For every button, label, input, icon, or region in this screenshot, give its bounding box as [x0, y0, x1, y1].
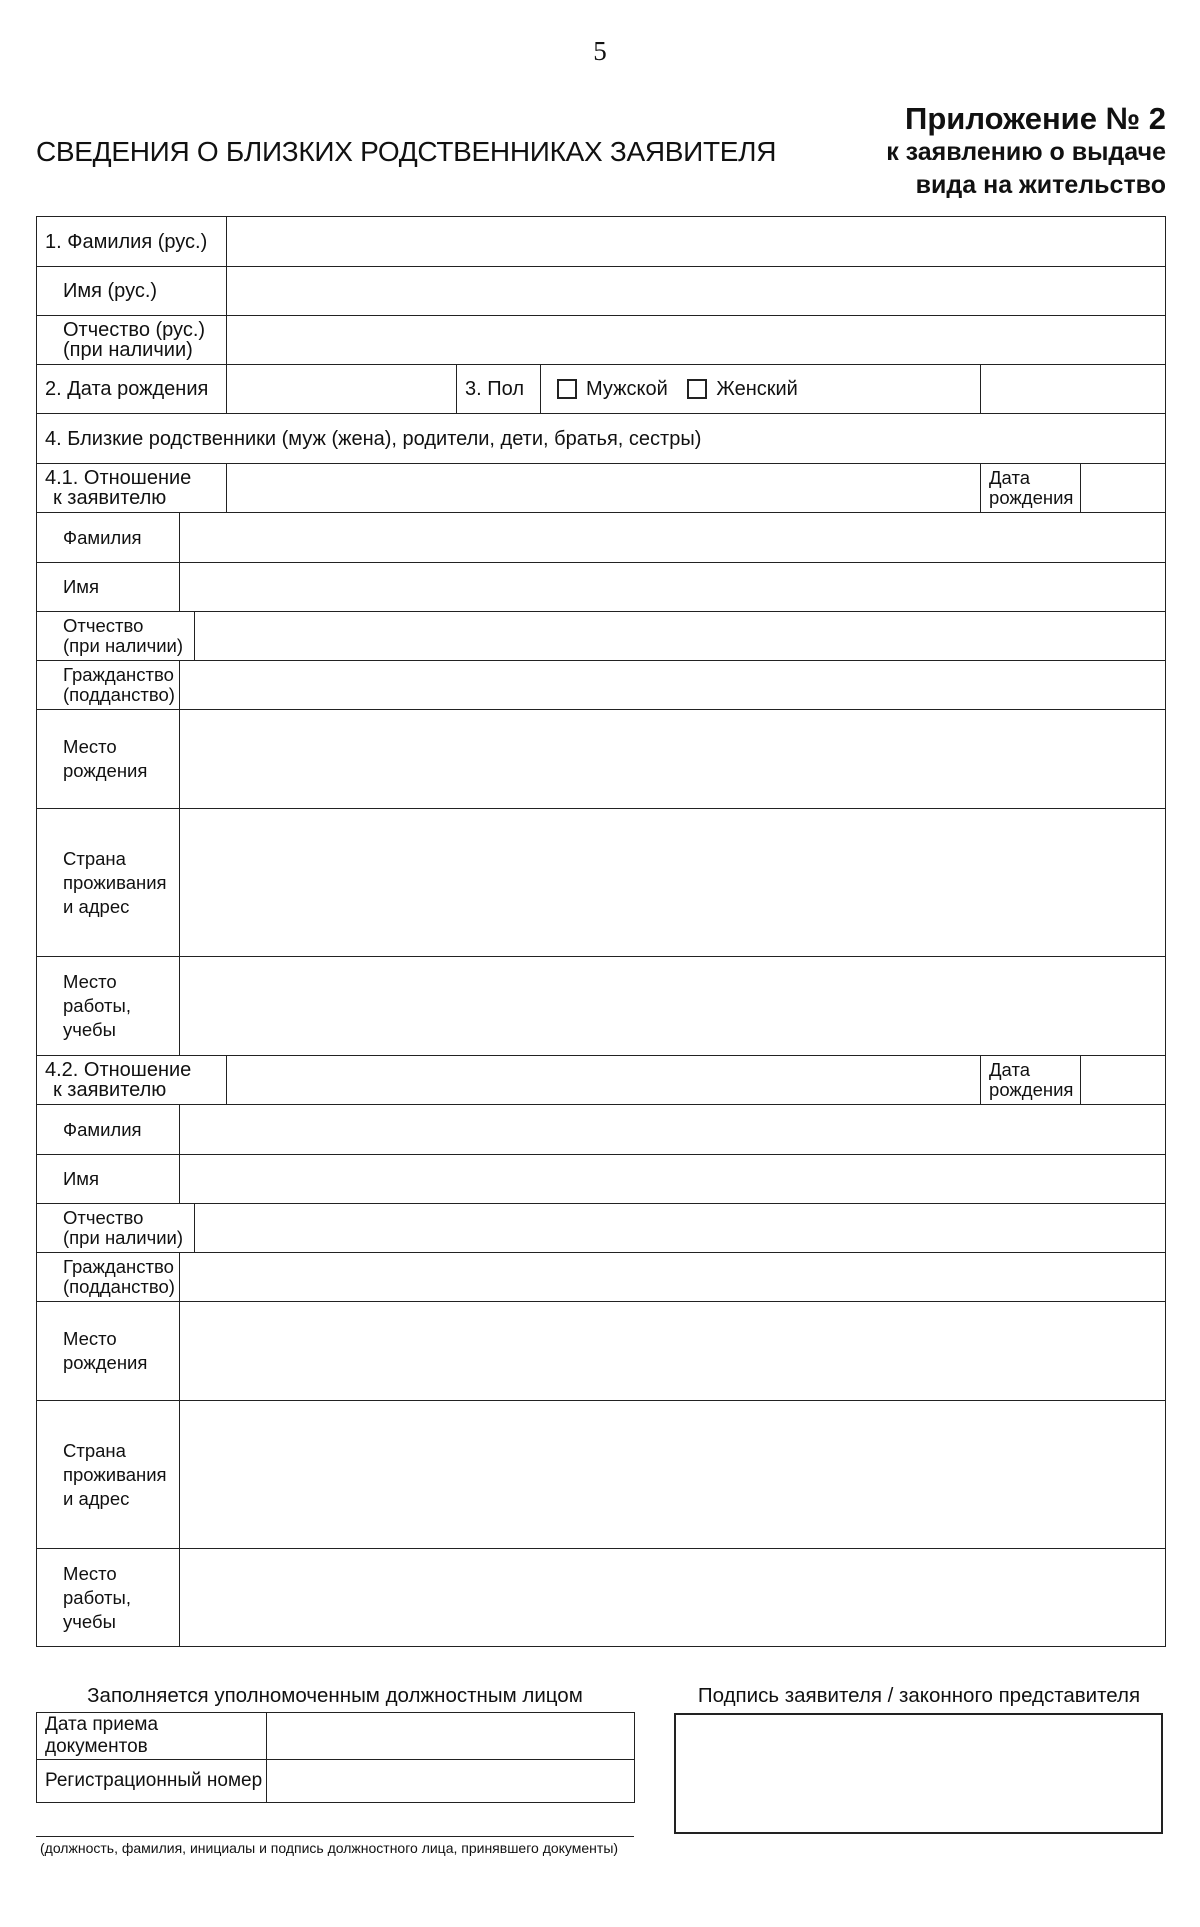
relative-patronymic-label	[37, 612, 195, 661]
applicant-sex-spare-cell	[981, 365, 1166, 414]
relative-relation-field[interactable]	[227, 464, 981, 513]
work-label-line1: Место	[63, 1562, 117, 1584]
residence-label-line2: проживания	[63, 1463, 167, 1485]
birthplace-label-line1: Место	[63, 1328, 117, 1349]
work-label-line2: работы,	[63, 1586, 131, 1608]
relative-citizenship-label	[37, 661, 180, 710]
relative-relation-label	[37, 464, 227, 513]
relative-name-field[interactable]	[180, 563, 1166, 612]
relation-label-line1: 4.1. Отношение	[45, 467, 192, 489]
annex-heading	[886, 102, 1166, 202]
patronymic-label-line1: Отчество	[63, 1207, 144, 1228]
patronymic-label-line1: Отчество	[63, 615, 144, 636]
relative-birthplace-label	[37, 1302, 180, 1401]
male-label: Мужской	[586, 378, 668, 400]
work-label-line3: учебы	[63, 1610, 116, 1632]
dob-label-line1: Дата	[989, 1059, 1030, 1080]
applicant-patronymic-label	[37, 316, 227, 365]
relative-patronymic-field[interactable]	[195, 612, 1166, 661]
page-number: 5	[593, 36, 607, 66]
patronymic-label-line2: (при наличии)	[63, 1227, 184, 1248]
female-label: Женский	[716, 378, 798, 400]
residence-label-line2: проживания	[63, 871, 167, 893]
relatives-section-header: 4. Близкие родственники (муж (жена), родители, дети, братья, сестры)	[37, 414, 1166, 464]
applicant-surname-field[interactable]	[227, 217, 1166, 267]
official-use-label: Заполняется уполномоченным должностным лицом	[87, 1684, 583, 1707]
applicant-sex-options	[541, 365, 981, 414]
signature-label: Подпись заявителя / законного представителя	[697, 1684, 1141, 1707]
relative-birthplace-label	[37, 710, 180, 809]
relative-relation-field[interactable]	[227, 1056, 981, 1105]
reg-number-field[interactable]	[267, 1760, 635, 1803]
relation-label-line1: 4.2. Отношение	[45, 1059, 192, 1081]
form-title: СВЕДЕНИЯ О БЛИЗКИХ РОДСТВЕННИКАХ ЗАЯВИТЕЛЯ	[36, 136, 777, 167]
relative-relation-label	[37, 1056, 227, 1105]
birthplace-label-line1: Место	[63, 736, 117, 757]
official-signature-note: (должность, фамилия, инициалы и подпись должностного лица, принявшего документы)	[40, 1840, 619, 1856]
applicant-sex-label: 3. Пол	[457, 365, 541, 414]
applicant-dob-field[interactable]	[227, 365, 457, 414]
applicant-patronymic-label-line1: Отчество (рус.)	[63, 319, 206, 341]
reg-number-label: Регистрационный номер	[37, 1760, 267, 1803]
birthplace-label-line2: рождения	[63, 760, 148, 781]
relative-surname-label: Фамилия	[37, 513, 180, 563]
official-use-table	[36, 1712, 635, 1803]
applicant-dob-label: 2. Дата рождения	[37, 365, 227, 414]
relative-citizenship-field[interactable]	[180, 661, 1166, 710]
applicant-name-field[interactable]	[227, 267, 1166, 316]
relative-dob-label	[981, 1056, 1081, 1105]
birthplace-label-line2: рождения	[63, 1352, 148, 1373]
annex-line-2: к заявлению о выдаче	[886, 138, 1166, 166]
work-label-line3: учебы	[63, 1019, 116, 1040]
dob-label-line2: рождения	[989, 1079, 1074, 1100]
relative-work-label	[37, 1549, 180, 1647]
official-signature-line[interactable]	[36, 1836, 634, 1837]
relative-residence-label	[37, 1401, 180, 1549]
citizenship-label-line2: (подданство)	[63, 1276, 175, 1297]
relative-dob-label	[981, 464, 1081, 513]
male-checkbox[interactable]	[557, 379, 577, 399]
female-checkbox[interactable]	[687, 379, 707, 399]
residence-label-line1: Страна	[63, 1439, 126, 1461]
applicant-patronymic-field[interactable]	[227, 316, 1166, 365]
annex-line-1: Приложение № 2	[905, 101, 1166, 136]
citizenship-label-line2: (подданство)	[63, 684, 175, 705]
relative-surname-field[interactable]	[180, 513, 1166, 563]
relative-birthplace-field[interactable]	[180, 710, 1166, 809]
relative-citizenship-field[interactable]	[180, 1253, 1166, 1302]
residence-label-line3: и адрес	[63, 895, 130, 917]
dob-label-line1: Дата	[989, 467, 1030, 488]
relation-label-line2: к заявителю	[53, 487, 167, 509]
work-label-line2: работы,	[63, 995, 131, 1016]
date-received-field[interactable]	[267, 1713, 635, 1760]
relative-residence-field[interactable]	[180, 809, 1166, 957]
applicant-name-label: Имя (рус.)	[37, 267, 227, 316]
relative-patronymic-field[interactable]	[195, 1204, 1166, 1253]
citizenship-label-line1: Гражданство	[63, 664, 174, 685]
residence-label-line1: Страна	[63, 847, 126, 869]
signature-box[interactable]	[674, 1713, 1163, 1834]
relative-name-label: Имя	[37, 1155, 180, 1204]
relative-name-field[interactable]	[180, 1155, 1166, 1204]
relative-patronymic-label	[37, 1204, 195, 1253]
relative-surname-label: Фамилия	[37, 1105, 180, 1155]
patronymic-label-line2: (при наличии)	[63, 635, 184, 656]
relative-residence-field[interactable]	[180, 1401, 1166, 1549]
relative-work-field[interactable]	[180, 957, 1166, 1056]
applicant-patronymic-label-line2: (при наличии)	[63, 339, 193, 361]
relation-label-line2: к заявителю	[53, 1079, 167, 1101]
relative-residence-label	[37, 809, 180, 957]
relatives-form-table	[36, 216, 1166, 1647]
relative-work-field[interactable]	[180, 1549, 1166, 1647]
dob-label-line2: рождения	[989, 487, 1074, 508]
relative-dob-field[interactable]	[1081, 464, 1166, 513]
relative-citizenship-label	[37, 1253, 180, 1302]
relative-birthplace-field[interactable]	[180, 1302, 1166, 1401]
annex-line-3: вида на жительство	[915, 171, 1166, 199]
date-received-label: Дата приема документов	[37, 1713, 267, 1760]
relative-work-label	[37, 957, 180, 1056]
relative-name-label: Имя	[37, 563, 180, 612]
relative-surname-field[interactable]	[180, 1105, 1166, 1155]
relative-dob-field[interactable]	[1081, 1056, 1166, 1105]
work-label-line1: Место	[63, 971, 117, 992]
applicant-surname-label: 1. Фамилия (рус.)	[37, 217, 227, 267]
residence-label-line3: и адрес	[63, 1487, 130, 1509]
citizenship-label-line1: Гражданство	[63, 1256, 174, 1277]
